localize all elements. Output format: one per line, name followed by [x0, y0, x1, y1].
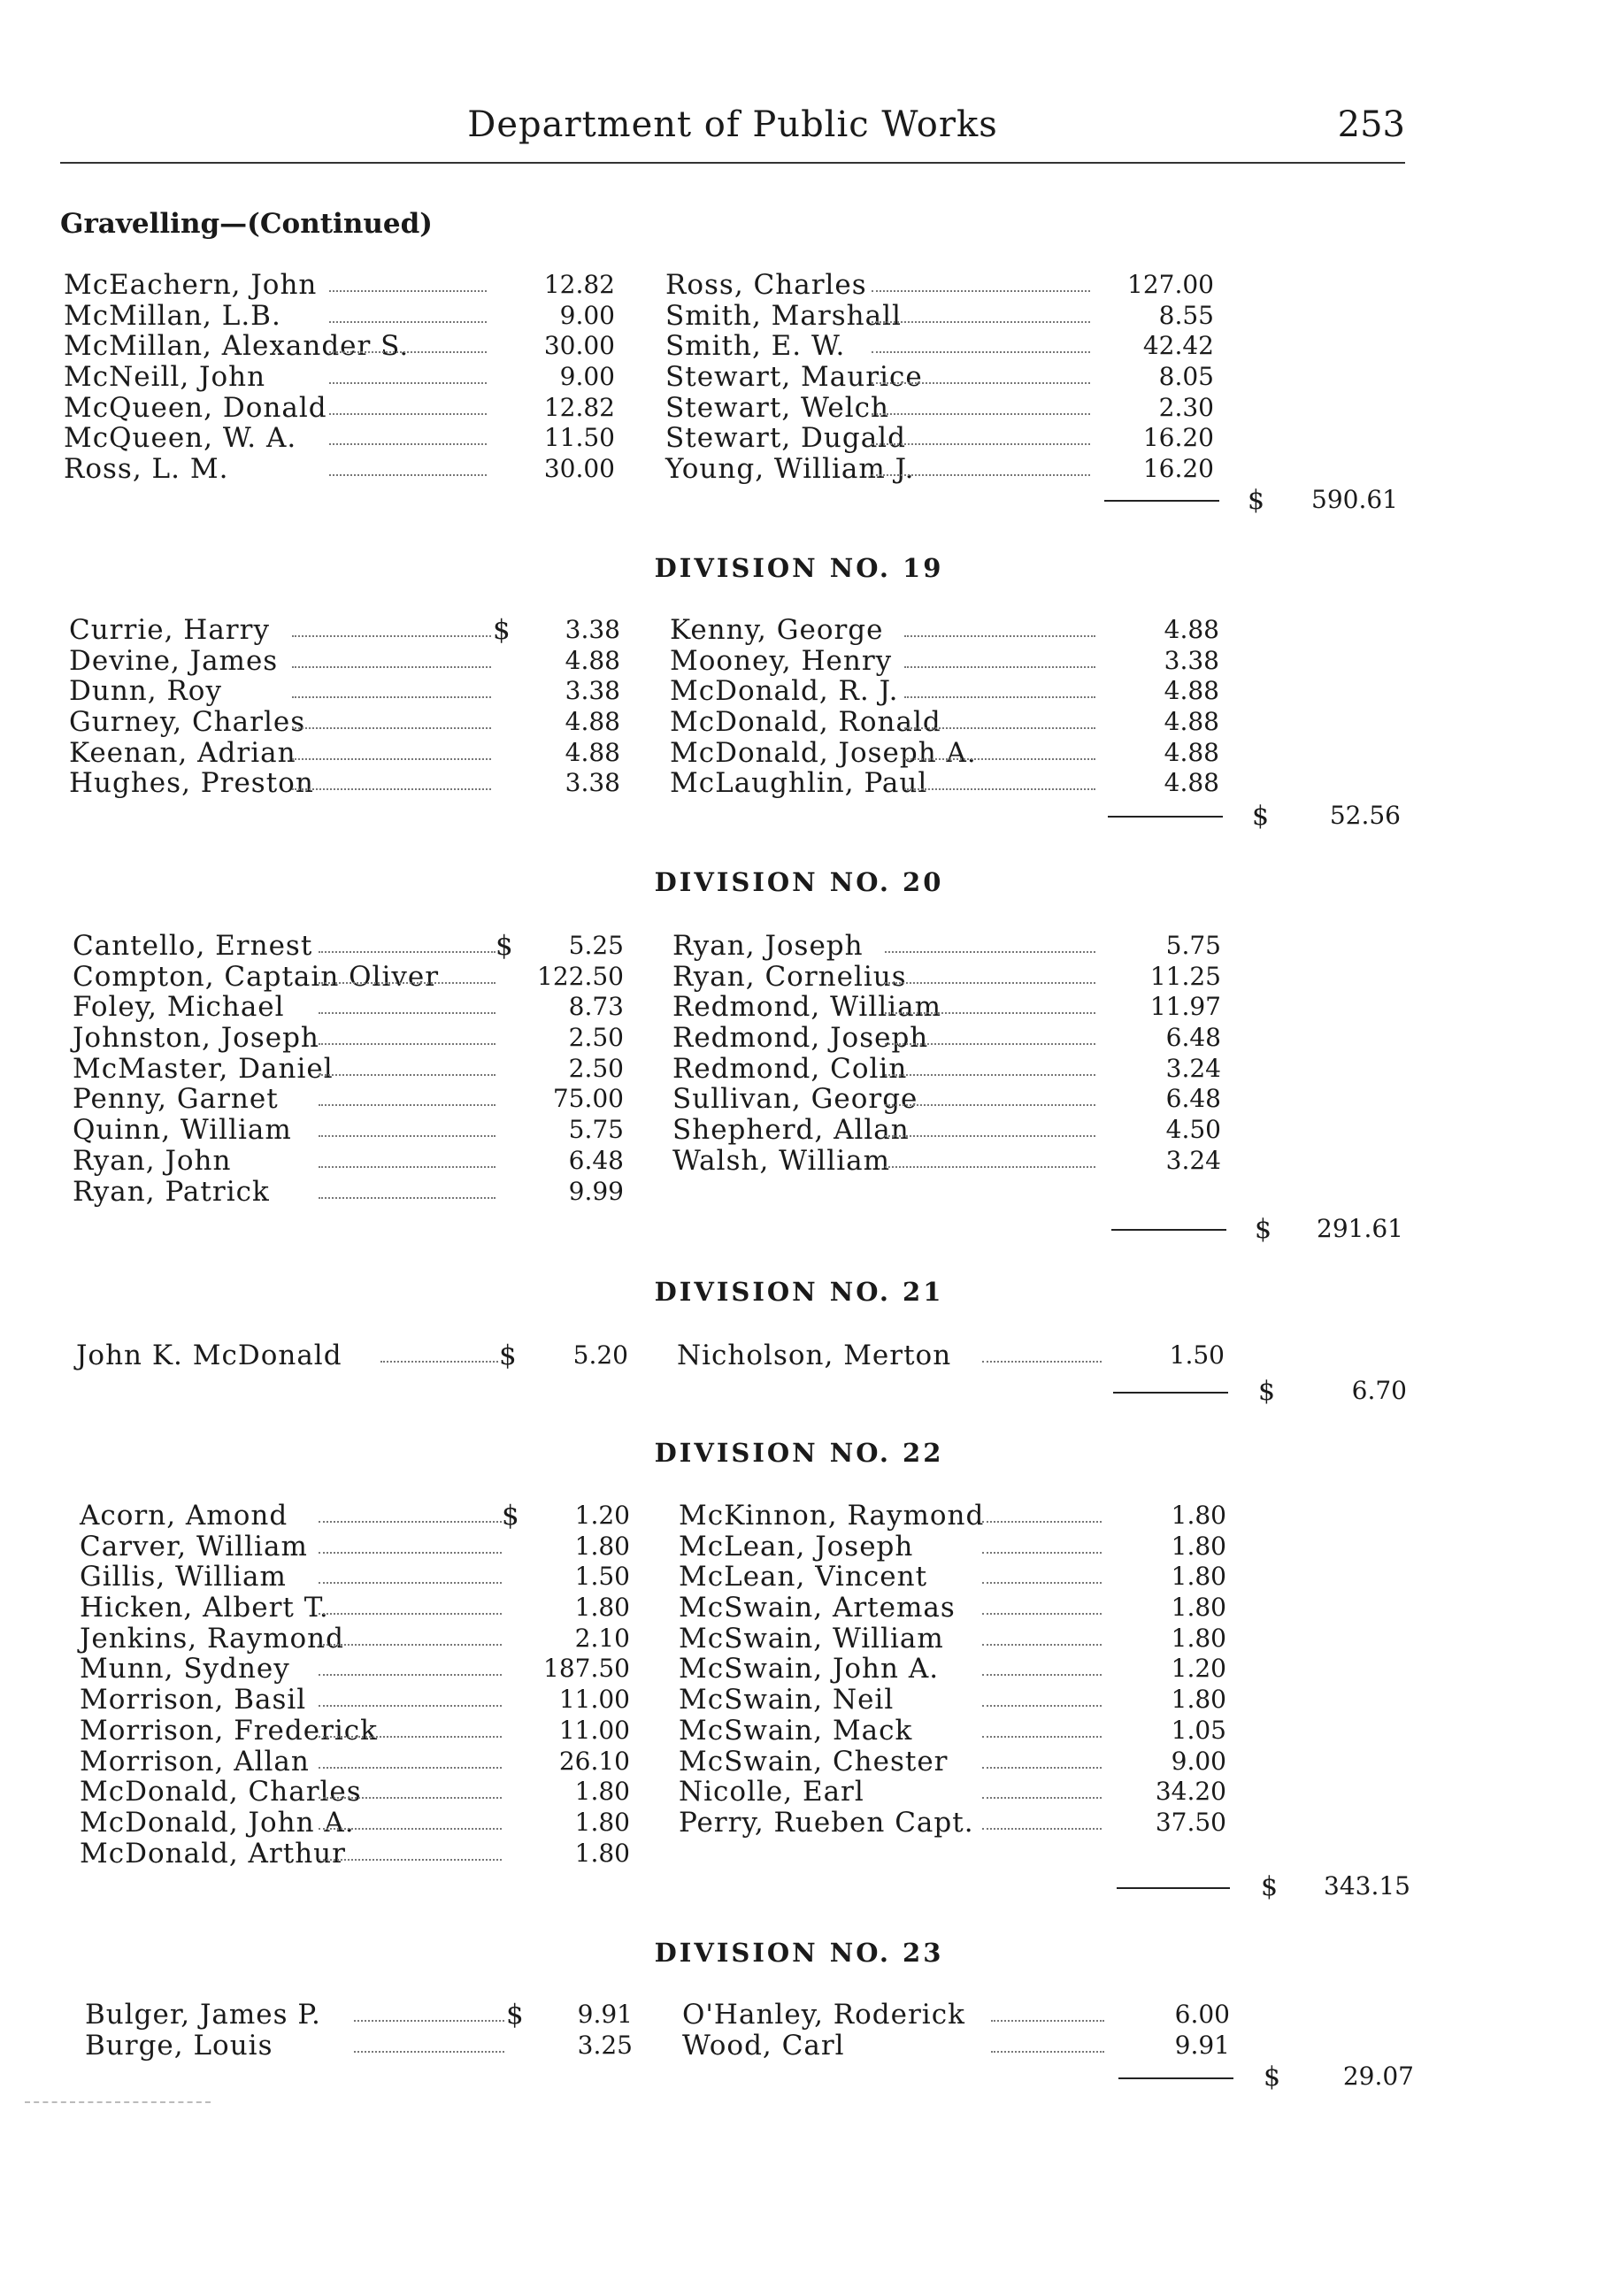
- dot-leader: [982, 1644, 1102, 1646]
- entry-name: Smith, E. W.: [665, 330, 846, 363]
- entry-name: Carver, William: [80, 1530, 308, 1563]
- entry-name: Sullivan, George: [672, 1083, 918, 1116]
- entry-amount: 122.50: [537, 961, 624, 991]
- entry-amount: 187.50: [543, 1654, 630, 1684]
- entry-name: John K. McDonald: [76, 1340, 342, 1371]
- division-title: DIVISION NO. 21: [654, 1277, 944, 1307]
- entry-amount: 1.80: [574, 1593, 630, 1623]
- division-title: DIVISION NO. 22: [654, 1438, 944, 1468]
- entry-name: Cantello, Ernest: [73, 930, 313, 962]
- dot-leader: [329, 474, 487, 476]
- entry-name: McNeill, John: [64, 361, 266, 394]
- dot-leader: [319, 1736, 502, 1738]
- division-title: DIVISION NO. 20: [654, 867, 944, 897]
- entry-amount: 1.80: [1171, 1593, 1226, 1623]
- entry-amount: 5.20: [572, 1340, 628, 1370]
- dot-leader: [319, 1166, 496, 1168]
- entry-name: Penny, Garnet: [73, 1083, 279, 1116]
- dot-leader: [982, 1613, 1102, 1615]
- entry-amount: 75.00: [552, 1084, 624, 1114]
- entry-amount: 6.48: [1165, 1084, 1221, 1114]
- entry-amount: 127.00: [1127, 270, 1214, 299]
- dot-leader: [885, 1074, 1095, 1076]
- dot-leader: [885, 1043, 1095, 1045]
- dollar-sign: $: [506, 1999, 524, 2031]
- entry-amount: 1.80: [1171, 1623, 1226, 1653]
- dot-leader: [872, 290, 1090, 292]
- entry-amount: 1.80: [574, 1531, 630, 1561]
- dollar-sign: $: [502, 1500, 519, 1532]
- page-header: [60, 104, 1405, 157]
- entry-amount: 11.00: [558, 1685, 630, 1715]
- entry-amount: 9.00: [559, 300, 615, 330]
- dot-leader: [982, 1552, 1102, 1554]
- entry-amount: 12.82: [543, 270, 615, 299]
- dot-leader: [319, 1705, 502, 1707]
- dot-leader: [319, 1674, 502, 1676]
- entry-amount: 6.00: [1174, 2000, 1230, 2029]
- entry-name: McMillan, L.B.: [64, 299, 281, 332]
- total-dollar-sign: $: [1258, 1376, 1276, 1407]
- entry-name: Smith, Marshall: [665, 299, 902, 332]
- entry-name: McQueen, W. A.: [64, 422, 297, 455]
- total-dollar-sign: $: [1248, 485, 1265, 516]
- entry-name: McDonald, Joseph A.: [670, 736, 977, 769]
- entry-amount: 4.88: [565, 707, 620, 737]
- entry-name: Perry, Rueben Capt.: [679, 1806, 974, 1839]
- entry-amount: 9.99: [568, 1176, 624, 1206]
- page-number: 253: [1337, 104, 1405, 145]
- dot-leader: [329, 443, 487, 445]
- entry-amount: 1.20: [574, 1501, 630, 1530]
- dot-leader: [319, 1859, 502, 1861]
- entry-name: Devine, James: [69, 644, 279, 677]
- section-heading: Gravelling—(Continued): [60, 208, 433, 240]
- entry-name: Keenan, Adrian: [69, 736, 296, 769]
- entry-amount: 1.50: [1169, 1340, 1225, 1370]
- dot-leader: [982, 1797, 1102, 1799]
- dot-leader: [872, 443, 1090, 445]
- dot-leader: [885, 1135, 1095, 1137]
- entry-name: Gurney, Charles: [69, 706, 306, 739]
- entry-amount: 5.75: [1165, 931, 1221, 960]
- dollar-sign: $: [499, 1340, 517, 1371]
- entry-amount: 1.80: [574, 1807, 630, 1837]
- total-rule: [1113, 1392, 1228, 1394]
- total-rule: [1117, 1887, 1230, 1889]
- entry-name: Morrison, Frederick: [80, 1714, 378, 1747]
- entry-name: McDonald, John A.: [80, 1806, 355, 1839]
- dot-leader: [904, 788, 1095, 790]
- dollar-sign: $: [496, 930, 513, 962]
- dot-leader: [872, 413, 1090, 415]
- entry-name: Bulger, James P.: [85, 1999, 321, 2031]
- entry-amount: 6.48: [568, 1145, 624, 1175]
- entry-name: Ross, L. M.: [64, 453, 229, 486]
- dot-leader: [319, 1767, 502, 1769]
- entry-amount: 11.97: [1149, 992, 1221, 1022]
- entry-name: Morrison, Basil: [80, 1684, 307, 1716]
- dot-leader: [319, 1828, 502, 1830]
- dot-leader: [329, 382, 487, 384]
- entry-amount: 3.24: [1165, 1053, 1221, 1083]
- dot-leader: [991, 2020, 1104, 2022]
- entry-amount: 30.00: [543, 331, 615, 361]
- division-total: 29.07: [1342, 2062, 1414, 2091]
- entry-name: Munn, Sydney: [80, 1653, 290, 1686]
- entry-name: Hicken, Albert T.: [80, 1592, 329, 1624]
- entry-amount: 1.05: [1171, 1715, 1226, 1745]
- entry-amount: 3.24: [1165, 1145, 1221, 1175]
- entry-amount: 9.91: [577, 2000, 633, 2029]
- dot-leader: [982, 1736, 1102, 1738]
- entry-amount: 1.80: [574, 1838, 630, 1868]
- dot-leader: [354, 2051, 504, 2053]
- entry-name: Johnston, Joseph: [73, 1022, 319, 1055]
- entry-amount: 16.20: [1142, 423, 1214, 453]
- entry-amount: 4.88: [1164, 615, 1219, 644]
- division-total: 52.56: [1329, 801, 1401, 830]
- page-mark: [25, 2101, 211, 2103]
- dot-leader: [319, 1582, 502, 1584]
- entry-name: McLean, Joseph: [679, 1530, 914, 1563]
- entry-name: Ryan, Patrick: [73, 1175, 270, 1208]
- entry-name: Currie, Harry: [69, 614, 270, 646]
- entry-name: McKinnon, Raymond: [679, 1500, 985, 1532]
- entry-name: Stewart, Dugald: [665, 422, 906, 455]
- dot-leader: [872, 351, 1090, 353]
- dot-leader: [319, 1797, 502, 1799]
- entry-amount: 3.38: [565, 768, 620, 798]
- entry-name: Stewart, Welch: [665, 391, 889, 424]
- entry-amount: 9.00: [1171, 1746, 1226, 1776]
- entry-name: Compton, Captain Oliver: [73, 960, 440, 993]
- dot-leader: [292, 788, 491, 790]
- dot-leader: [982, 1361, 1102, 1363]
- dot-leader: [982, 1674, 1102, 1676]
- entry-name: McDonald, R. J.: [670, 675, 899, 708]
- entry-name: McSwain, William: [679, 1622, 944, 1655]
- dot-leader: [319, 1644, 502, 1646]
- entry-name: Foley, Michael: [73, 991, 285, 1024]
- total-rule: [1111, 1229, 1226, 1231]
- dot-leader: [292, 666, 491, 668]
- dot-leader: [319, 1197, 496, 1199]
- dot-leader: [982, 1705, 1102, 1707]
- entry-amount: 12.82: [543, 392, 615, 422]
- division-total: 590.61: [1311, 485, 1398, 514]
- entry-amount: 1.80: [1171, 1562, 1226, 1592]
- entry-name: McDonald, Arthur: [80, 1837, 346, 1870]
- division-total: 343.15: [1324, 1871, 1410, 1901]
- entry-name: Nicolle, Earl: [679, 1776, 864, 1808]
- entry-name: O'Hanley, Roderick: [682, 1999, 965, 2031]
- entry-name: Nicholson, Merton: [677, 1340, 952, 1371]
- entry-name: Young, William J.: [665, 453, 915, 486]
- entry-name: Quinn, William: [73, 1114, 292, 1147]
- dollar-sign: $: [493, 614, 511, 646]
- dot-leader: [904, 696, 1095, 698]
- dot-leader: [982, 1828, 1102, 1830]
- entry-name: McLaughlin, Paul: [670, 767, 928, 800]
- dot-leader: [885, 1166, 1095, 1168]
- total-dollar-sign: $: [1264, 2062, 1281, 2093]
- entry-amount: 3.38: [565, 615, 620, 644]
- entry-name: Burge, Louis: [85, 2029, 273, 2062]
- dot-leader: [319, 1043, 496, 1045]
- entry-name: Stewart, Maurice: [665, 361, 923, 394]
- dot-leader: [872, 321, 1090, 323]
- entry-amount: 9.00: [559, 362, 615, 392]
- entry-name: Wood, Carl: [682, 2029, 845, 2062]
- total-rule: [1108, 816, 1223, 818]
- page-title: Department of Public Works: [467, 104, 998, 145]
- entry-amount: 30.00: [543, 454, 615, 484]
- entry-name: Ryan, Cornelius: [672, 960, 907, 993]
- entry-name: Kenny, George: [670, 614, 884, 646]
- entry-name: McQueen, Donald: [64, 391, 327, 424]
- entry-amount: 3.25: [577, 2030, 633, 2060]
- entry-name: McMillan, Alexander S.: [64, 330, 410, 363]
- entry-amount: 11.50: [543, 423, 615, 453]
- entry-amount: 1.50: [574, 1562, 630, 1592]
- entry-amount: 4.88: [565, 645, 620, 675]
- division-title: DIVISION NO. 19: [654, 553, 944, 583]
- entry-amount: 1.80: [1171, 1685, 1226, 1715]
- dot-leader: [319, 1074, 496, 1076]
- entry-name: Dunn, Roy: [69, 675, 222, 708]
- entry-amount: 2.50: [568, 1053, 624, 1083]
- dot-leader: [904, 635, 1095, 637]
- dot-leader: [319, 1135, 496, 1137]
- dot-leader: [329, 351, 487, 353]
- entry-name: McDonald, Charles: [80, 1776, 362, 1808]
- entry-amount: 6.48: [1165, 1023, 1221, 1053]
- entry-amount: 2.10: [574, 1623, 630, 1653]
- dot-leader: [354, 2020, 504, 2022]
- entry-amount: 4.88: [1164, 676, 1219, 706]
- division-total: 6.70: [1351, 1376, 1407, 1405]
- entry-amount: 34.20: [1155, 1777, 1226, 1807]
- dot-leader: [292, 635, 491, 637]
- entry-amount: 2.30: [1158, 392, 1214, 422]
- dot-leader: [319, 1104, 496, 1106]
- total-rule: [1118, 2077, 1233, 2079]
- entry-name: McSwain, John A.: [679, 1653, 940, 1686]
- dot-leader: [319, 1521, 502, 1523]
- entry-name: Ryan, Joseph: [672, 930, 864, 962]
- entry-name: McEachern, John: [64, 269, 318, 301]
- entry-amount: 1.80: [1171, 1501, 1226, 1530]
- dot-leader: [885, 1104, 1095, 1106]
- entry-amount: 5.25: [568, 931, 624, 960]
- dot-leader: [982, 1582, 1102, 1584]
- entry-amount: 26.10: [558, 1746, 630, 1776]
- entry-amount: 42.42: [1142, 331, 1214, 361]
- entry-name: McMaster, Daniel: [73, 1052, 334, 1085]
- entry-name: Shepherd, Allan: [672, 1114, 910, 1147]
- dot-leader: [329, 413, 487, 415]
- entry-name: Gillis, William: [80, 1561, 287, 1593]
- entry-amount: 1.80: [574, 1777, 630, 1807]
- dot-leader: [982, 1521, 1102, 1523]
- dot-leader: [319, 951, 496, 953]
- dot-leader: [319, 1012, 496, 1014]
- dot-leader: [885, 982, 1095, 984]
- dot-leader: [319, 1613, 502, 1615]
- entry-amount: 8.05: [1158, 362, 1214, 392]
- total-dollar-sign: $: [1255, 1214, 1272, 1245]
- entry-amount: 8.73: [568, 992, 624, 1022]
- dot-leader: [329, 290, 487, 292]
- header-rule: [60, 162, 1405, 164]
- dot-leader: [885, 951, 1095, 953]
- entry-name: McSwain, Chester: [679, 1745, 949, 1778]
- entry-amount: 2.50: [568, 1023, 624, 1053]
- entry-amount: 3.38: [565, 676, 620, 706]
- division-title: DIVISION NO. 23: [654, 1938, 944, 1968]
- entry-amount: 11.25: [1149, 961, 1221, 991]
- dot-leader: [380, 1361, 498, 1363]
- entry-name: Redmond, William: [672, 991, 941, 1024]
- entry-amount: 8.55: [1158, 300, 1214, 330]
- entry-amount: 4.88: [565, 737, 620, 767]
- dot-leader: [319, 982, 496, 984]
- entry-amount: 9.91: [1174, 2030, 1230, 2060]
- entry-amount: 4.88: [1164, 768, 1219, 798]
- dot-leader: [319, 1552, 502, 1554]
- entry-name: McSwain, Neil: [679, 1684, 895, 1716]
- dot-leader: [872, 474, 1090, 476]
- entry-name: Redmond, Joseph: [672, 1022, 929, 1055]
- dot-leader: [904, 727, 1095, 729]
- dot-leader: [885, 1012, 1095, 1014]
- entry-amount: 1.80: [1171, 1531, 1226, 1561]
- entry-amount: 5.75: [568, 1115, 624, 1145]
- entry-name: McDonald, Ronald: [670, 706, 941, 739]
- entry-name: Acorn, Amond: [80, 1500, 288, 1532]
- dot-leader: [329, 321, 487, 323]
- entry-name: Mooney, Henry: [670, 644, 893, 677]
- entry-amount: 11.00: [558, 1715, 630, 1745]
- dot-leader: [904, 666, 1095, 668]
- entry-name: McLean, Vincent: [679, 1561, 928, 1593]
- entry-amount: 1.20: [1171, 1654, 1226, 1684]
- division-total: 291.61: [1317, 1214, 1403, 1243]
- entry-amount: 4.88: [1164, 707, 1219, 737]
- entry-amount: 37.50: [1155, 1807, 1226, 1837]
- entry-name: Morrison, Allan: [80, 1745, 310, 1778]
- entry-amount: 4.88: [1164, 737, 1219, 767]
- entry-name: Hughes, Preston: [69, 767, 314, 800]
- entry-name: Redmond, Colin: [672, 1052, 908, 1085]
- total-dollar-sign: $: [1261, 1871, 1279, 1902]
- entry-amount: 16.20: [1142, 454, 1214, 484]
- dot-leader: [872, 382, 1090, 384]
- entry-amount: 4.50: [1165, 1115, 1221, 1145]
- dot-leader: [904, 758, 1095, 760]
- dot-leader: [982, 1767, 1102, 1769]
- entry-name: McSwain, Mack: [679, 1714, 913, 1747]
- entry-name: Walsh, William: [672, 1144, 891, 1177]
- dot-leader: [292, 758, 491, 760]
- dot-leader: [991, 2051, 1104, 2053]
- dot-leader: [292, 727, 491, 729]
- dot-leader: [292, 696, 491, 698]
- total-dollar-sign: $: [1252, 801, 1270, 832]
- entry-name: Ross, Charles: [665, 269, 867, 301]
- entry-name: Jenkins, Raymond: [80, 1622, 344, 1655]
- entry-name: McSwain, Artemas: [679, 1592, 956, 1624]
- entry-amount: 3.38: [1164, 645, 1219, 675]
- entry-name: Ryan, John: [73, 1144, 232, 1177]
- total-rule: [1104, 500, 1219, 502]
